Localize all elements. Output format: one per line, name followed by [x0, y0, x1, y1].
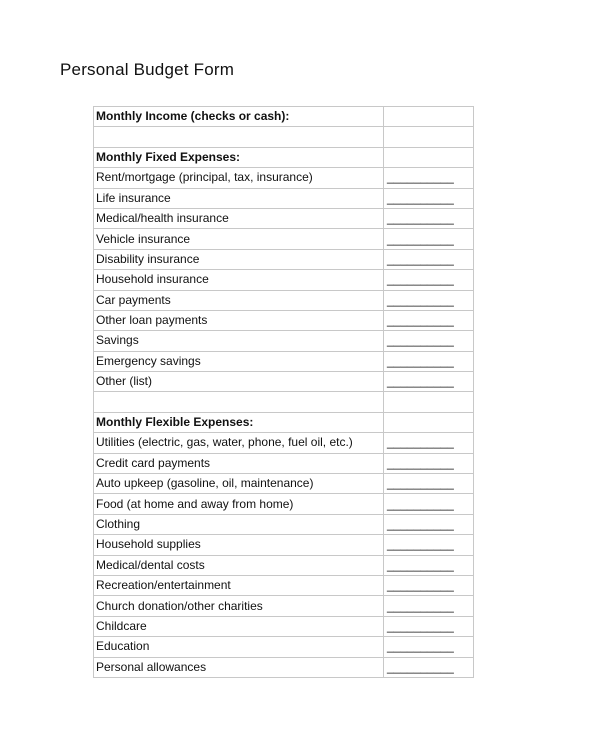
- expense-label: Vehicle insurance: [94, 229, 384, 249]
- expense-label: Household insurance: [94, 270, 384, 290]
- expense-label: Food (at home and away from home): [94, 494, 384, 514]
- table-row: [94, 575, 474, 595]
- amount-field[interactable]: __________: [384, 208, 474, 228]
- expense-label: Savings: [94, 331, 384, 351]
- amount-field[interactable]: __________: [384, 229, 474, 249]
- amount-field[interactable]: __________: [384, 168, 474, 188]
- expense-label: Church donation/other charities: [94, 596, 384, 616]
- amount-field[interactable]: __________: [384, 331, 474, 351]
- expense-label: Household supplies: [94, 535, 384, 555]
- expense-label: Other (list): [94, 372, 384, 392]
- expense-label: Recreation/entertainment: [94, 575, 384, 595]
- table-row: [94, 127, 474, 147]
- amount-field: [384, 147, 474, 167]
- table-row: [94, 188, 474, 208]
- table-row: [94, 535, 474, 555]
- amount-field[interactable]: __________: [384, 535, 474, 555]
- table-row: [94, 331, 474, 351]
- table-row: [94, 392, 474, 412]
- table-row: [94, 310, 474, 330]
- budget-table-body: [94, 107, 474, 678]
- section-heading: Monthly Flexible Expenses:: [94, 412, 384, 432]
- expense-label: Personal allowances: [94, 657, 384, 677]
- amount-field: [384, 107, 474, 127]
- amount-field[interactable]: __________: [384, 270, 474, 290]
- amount-field[interactable]: __________: [384, 372, 474, 392]
- amount-field[interactable]: __________: [384, 290, 474, 310]
- table-row: [94, 147, 474, 167]
- table-row: [94, 616, 474, 636]
- table-row: [94, 433, 474, 453]
- section-heading: Monthly Income (checks or cash):: [94, 107, 384, 127]
- table-row: [94, 657, 474, 677]
- expense-label: Medical/dental costs: [94, 555, 384, 575]
- amount-field[interactable]: __________: [384, 249, 474, 269]
- expense-label: [94, 392, 384, 412]
- amount-field[interactable]: __________: [384, 514, 474, 534]
- expense-label: Childcare: [94, 616, 384, 636]
- expense-label: [94, 127, 384, 147]
- amount-field[interactable]: __________: [384, 310, 474, 330]
- expense-label: Life insurance: [94, 188, 384, 208]
- expense-label: Utilities (electric, gas, water, phone, fuel oil, etc.): [94, 433, 384, 453]
- amount-field[interactable]: __________: [384, 494, 474, 514]
- expense-label: Emergency savings: [94, 351, 384, 371]
- expense-label: Car payments: [94, 290, 384, 310]
- amount-field[interactable]: __________: [384, 657, 474, 677]
- table-row: [94, 107, 474, 127]
- table-row: [94, 412, 474, 432]
- table-row: [94, 494, 474, 514]
- expense-label: Rent/mortgage (principal, tax, insurance): [94, 168, 384, 188]
- amount-field: [384, 392, 474, 412]
- amount-field[interactable]: __________: [384, 453, 474, 473]
- table-row: [94, 372, 474, 392]
- table-row: [94, 351, 474, 371]
- table-row: [94, 290, 474, 310]
- section-heading: Monthly Fixed Expenses:: [94, 147, 384, 167]
- table-row: [94, 596, 474, 616]
- amount-field[interactable]: __________: [384, 575, 474, 595]
- table-row: [94, 270, 474, 290]
- table-row: [94, 168, 474, 188]
- amount-field[interactable]: __________: [384, 433, 474, 453]
- amount-field: [384, 412, 474, 432]
- table-row: [94, 474, 474, 494]
- expense-label: Auto upkeep (gasoline, oil, maintenance): [94, 474, 384, 494]
- amount-field[interactable]: __________: [384, 596, 474, 616]
- table-row: [94, 453, 474, 473]
- table-row: [94, 208, 474, 228]
- amount-field[interactable]: __________: [384, 555, 474, 575]
- expense-label: Medical/health insurance: [94, 208, 384, 228]
- amount-field: [384, 127, 474, 147]
- amount-field[interactable]: __________: [384, 351, 474, 371]
- table-row: [94, 637, 474, 657]
- expense-label: Clothing: [94, 514, 384, 534]
- expense-label: Disability insurance: [94, 249, 384, 269]
- amount-field[interactable]: __________: [384, 637, 474, 657]
- amount-field[interactable]: __________: [384, 474, 474, 494]
- table-row: [94, 229, 474, 249]
- table-row: [94, 249, 474, 269]
- budget-table: [93, 106, 474, 678]
- table-row: [94, 555, 474, 575]
- amount-field[interactable]: __________: [384, 188, 474, 208]
- expense-label: Education: [94, 637, 384, 657]
- expense-label: Other loan payments: [94, 310, 384, 330]
- expense-label: Credit card payments: [94, 453, 384, 473]
- table-row: [94, 514, 474, 534]
- page-title: Personal Budget Form: [60, 60, 235, 79]
- amount-field[interactable]: __________: [384, 616, 474, 636]
